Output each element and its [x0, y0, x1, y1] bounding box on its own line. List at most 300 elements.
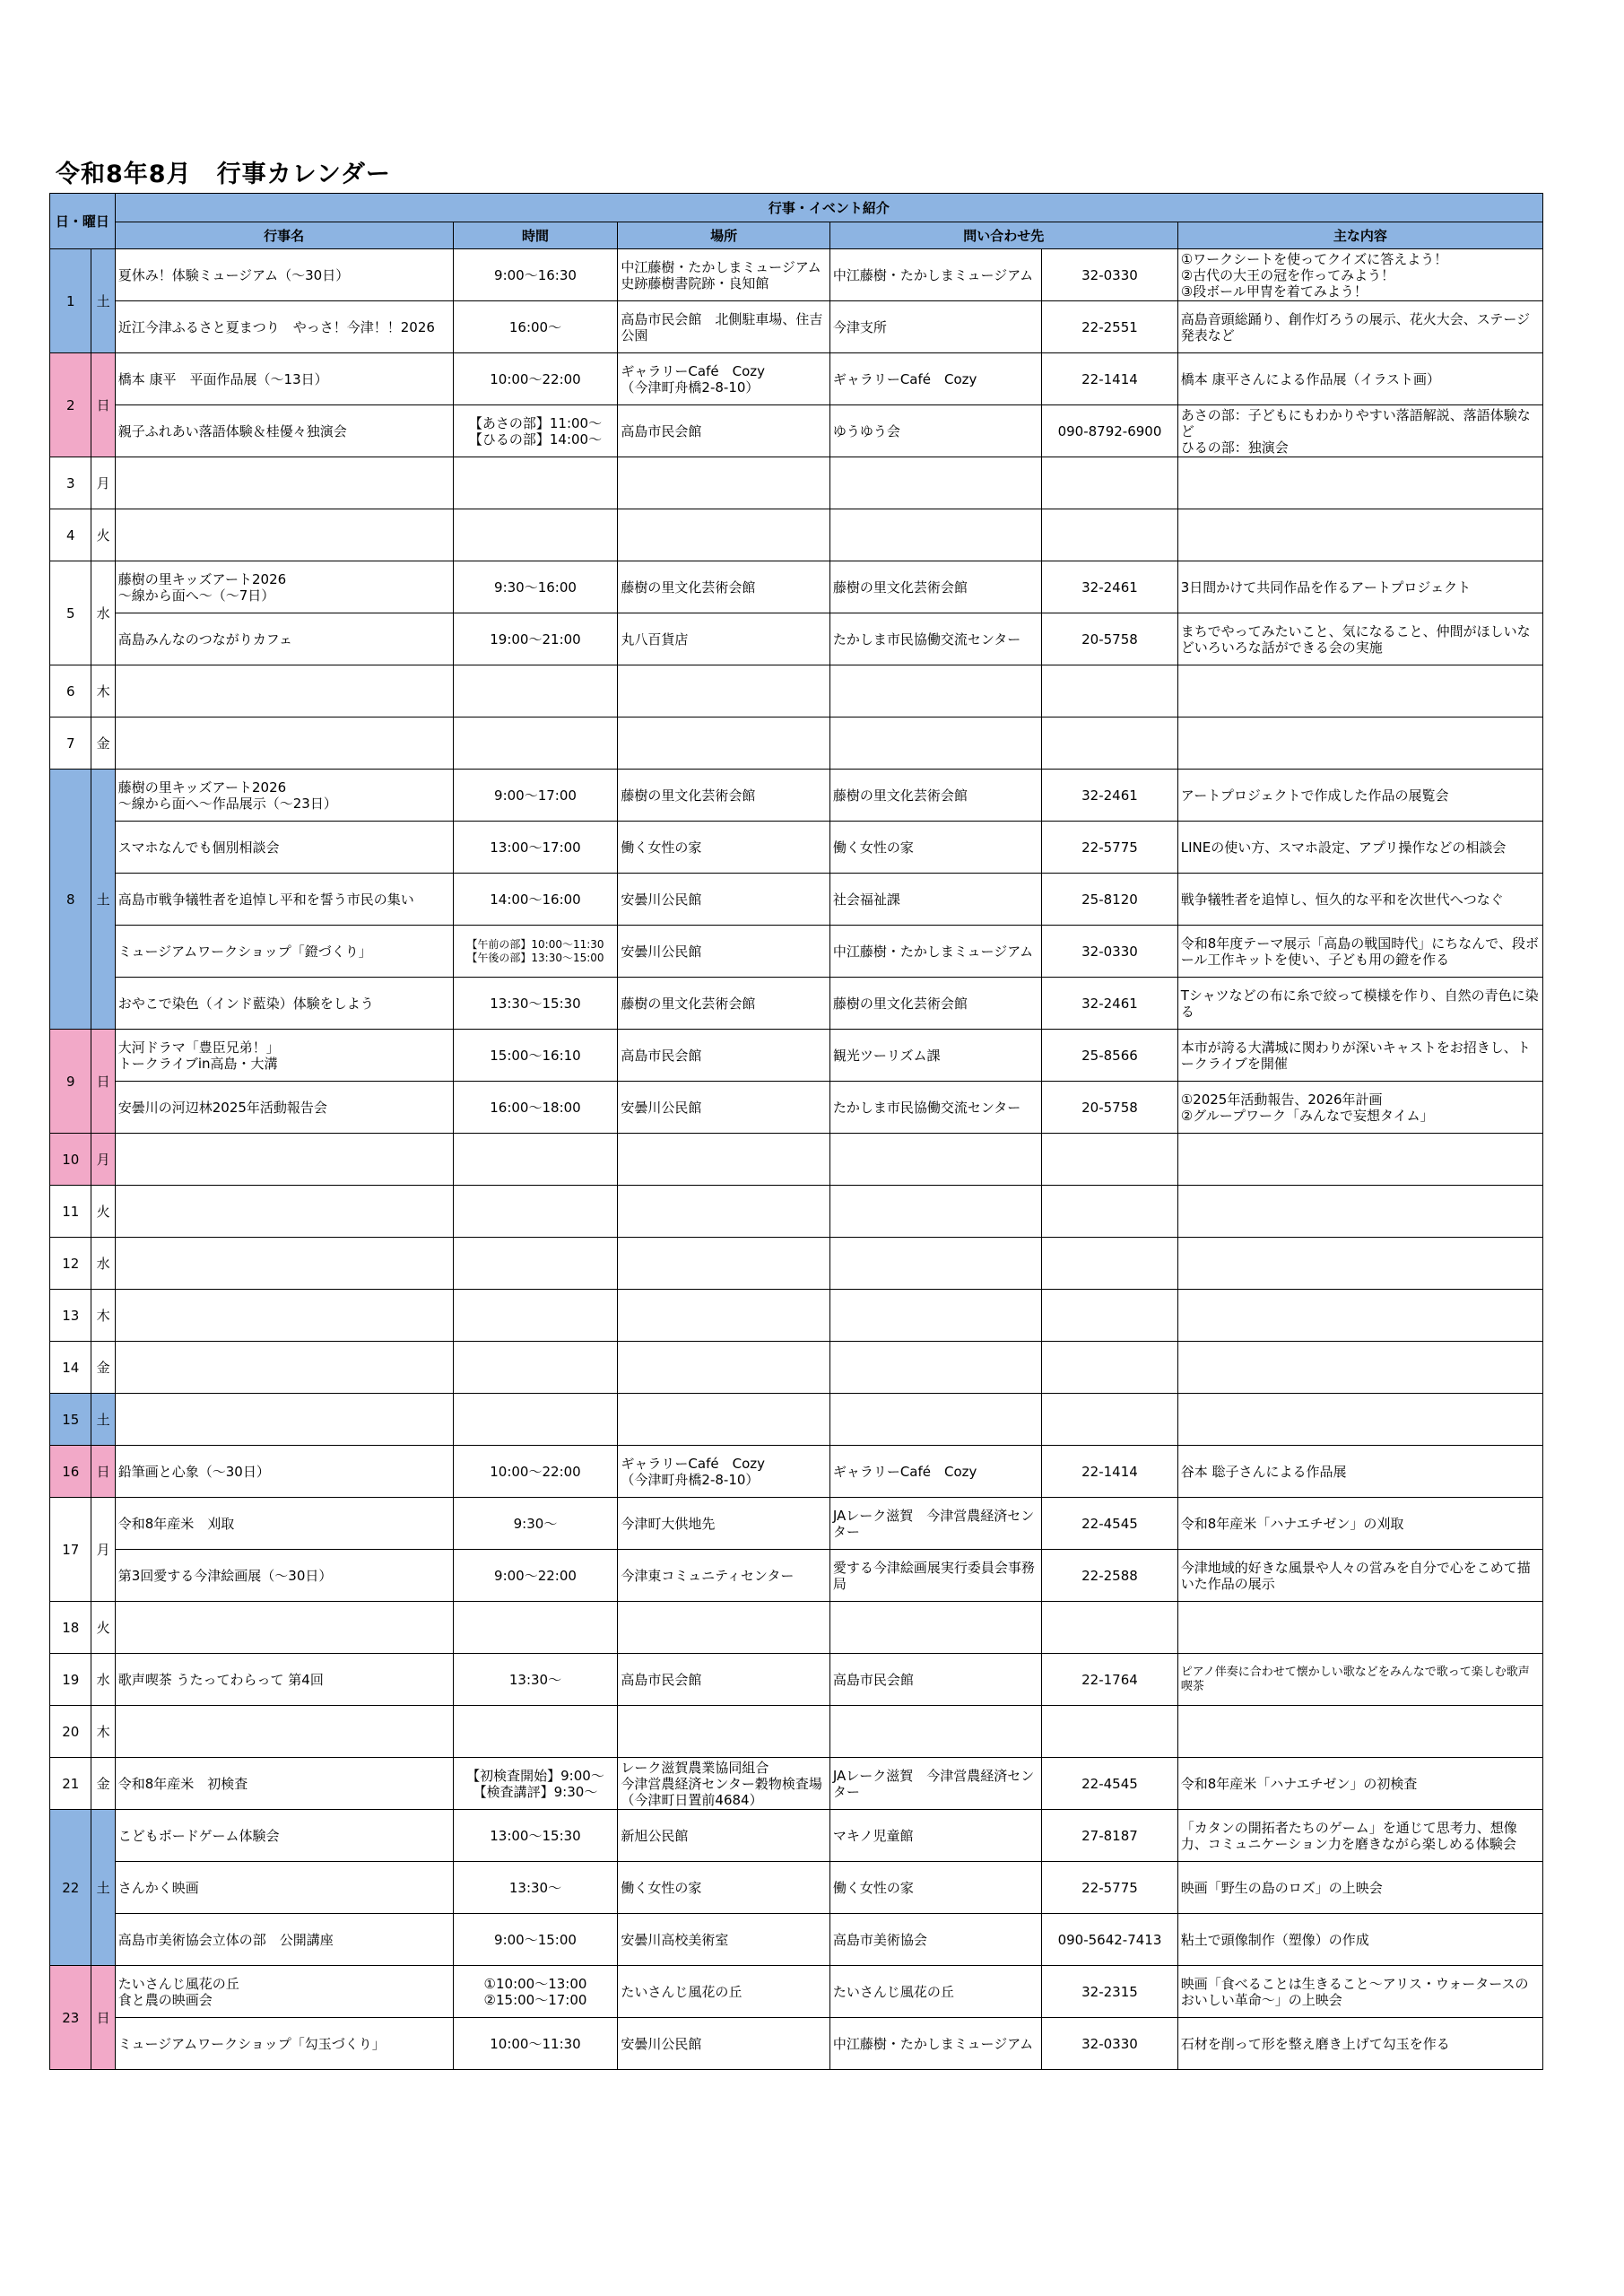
event-time: 【初検査開始】9:00～ 【検査講評】9:30～ — [453, 1758, 618, 1810]
event-desc: アートプロジェクトで作成した作品の展覧会 — [1177, 770, 1542, 822]
event-name — [115, 1602, 453, 1654]
event-time — [453, 1238, 618, 1290]
event-desc — [1177, 509, 1542, 561]
event-phone: 22-2551 — [1042, 301, 1178, 353]
day-number: 17 — [50, 1498, 91, 1602]
event-desc: 本市が誇る大溝城に関わりが深いキャストをお招きし、トークライブを開催 — [1177, 1030, 1542, 1082]
event-place: 働く女性の家 — [618, 1862, 829, 1914]
event-phone: 22-5775 — [1042, 1862, 1178, 1914]
event-name: ミュージアムワークショップ「勾玉づくり」 — [115, 2018, 453, 2070]
event-place: 新旭公民館 — [618, 1810, 829, 1862]
event-contact: たいさんじ風花の丘 — [829, 1966, 1041, 2018]
table-row — [50, 301, 1543, 353]
event-desc — [1177, 1706, 1542, 1758]
table-row — [50, 1966, 1543, 2018]
event-phone: 25-8120 — [1042, 874, 1178, 926]
event-phone: 25-8566 — [1042, 1030, 1178, 1082]
event-time: ①10:00～13:00 ②15:00～17:00 — [453, 1966, 618, 2018]
table-row — [50, 1654, 1543, 1706]
table-row — [50, 1914, 1543, 1966]
event-desc: 今津地域的好きな風景や人々の営みを自分で心をこめて描いた作品の展示 — [1177, 1550, 1542, 1602]
header-time: 時間 — [453, 222, 618, 249]
event-desc — [1177, 1238, 1542, 1290]
event-place: 高島市民会館 — [618, 1030, 829, 1082]
event-time — [453, 1134, 618, 1186]
event-time — [453, 1186, 618, 1238]
event-phone: 22-1414 — [1042, 1446, 1178, 1498]
event-place: 安曇川公民館 — [618, 874, 829, 926]
event-desc — [1177, 1134, 1542, 1186]
event-desc: 映画「食べることは生きること～アリス・ウォータースのおいしい革命～」の上映会 — [1177, 1966, 1542, 2018]
header-contact: 問い合わせ先 — [829, 222, 1177, 249]
event-contact: ゆうゆう会 — [829, 405, 1041, 457]
event-desc: 令和8年産米「ハナエチゼン」の刈取 — [1177, 1498, 1542, 1550]
event-time: 13:30～ — [453, 1654, 618, 1706]
event-phone: 32-2461 — [1042, 770, 1178, 822]
event-phone: 090-5642-7413 — [1042, 1914, 1178, 1966]
event-phone — [1042, 1706, 1178, 1758]
day-number: 8 — [50, 770, 91, 1030]
event-name: 高島市美術協会立体の部 公開講座 — [115, 1914, 453, 1966]
table-row — [50, 665, 1543, 718]
event-desc: Tシャツなどの布に糸で絞って模様を作り、自然の青色に染る — [1177, 978, 1542, 1030]
event-contact — [829, 1186, 1041, 1238]
event-name: 第3回愛する今津絵画展（～30日） — [115, 1550, 453, 1602]
day-of-week: 土 — [91, 1394, 115, 1446]
day-number: 12 — [50, 1238, 91, 1290]
event-contact — [829, 1706, 1041, 1758]
event-time: 10:00～11:30 — [453, 2018, 618, 2070]
day-of-week: 金 — [91, 718, 115, 770]
header-group: 行事・イベント紹介 — [115, 194, 1542, 222]
day-number: 20 — [50, 1706, 91, 1758]
event-desc: 「カタンの開拓者たちのゲーム」を通じて思考力、想像力、コミュニケーション力を磨きながら楽しめる体験会 — [1177, 1810, 1542, 1862]
event-name — [115, 1342, 453, 1394]
event-time: 13:00～15:30 — [453, 1810, 618, 1862]
event-name: 親子ふれあい落語体験＆桂優々独演会 — [115, 405, 453, 457]
event-contact: たかしま市民協働交流センター — [829, 613, 1041, 665]
day-of-week: 金 — [91, 1342, 115, 1394]
event-place: 高島市民会館 北側駐車場、住吉公園 — [618, 301, 829, 353]
event-desc: 橋本 康平さんによる作品展（イラスト画） — [1177, 353, 1542, 405]
event-phone: 22-1764 — [1042, 1654, 1178, 1706]
table-row — [50, 1394, 1543, 1446]
event-name: 橋本 康平 平面作品展（～13日） — [115, 353, 453, 405]
event-place: たいさんじ風花の丘 — [618, 1966, 829, 2018]
event-contact — [829, 1238, 1041, 1290]
event-time: 【午前の部】10:00～11:30 【午後の部】13:30～15:00 — [453, 926, 618, 978]
event-time: 9:00～22:00 — [453, 1550, 618, 1602]
table-row — [50, 1342, 1543, 1394]
event-time — [453, 509, 618, 561]
table-row — [50, 770, 1543, 822]
event-name: 高島みんなのつながりカフェ — [115, 613, 453, 665]
event-contact: 今津支所 — [829, 301, 1041, 353]
event-place: 中江藤樹・たかしまミュージアム 史跡藤樹書院跡・良知館 — [618, 249, 829, 301]
event-place — [618, 1186, 829, 1238]
event-contact: JAレーク滋賀 今津営農経済センター — [829, 1758, 1041, 1810]
event-desc: 3日間かけて共同作品を作るアートプロジェクト — [1177, 561, 1542, 613]
header-desc: 主な内容 — [1177, 222, 1542, 249]
event-time: 15:00～16:10 — [453, 1030, 618, 1082]
event-name — [115, 509, 453, 561]
event-time: 10:00～22:00 — [453, 353, 618, 405]
event-phone: 090-8792-6900 — [1042, 405, 1178, 457]
event-phone: 22-4545 — [1042, 1498, 1178, 1550]
event-time: 16:00～ — [453, 301, 618, 353]
table-row — [50, 718, 1543, 770]
day-of-week: 土 — [91, 1810, 115, 1966]
table-row — [50, 1134, 1543, 1186]
event-time — [453, 1394, 618, 1446]
event-time — [453, 1342, 618, 1394]
event-place: ギャラリーCafé Cozy （今津町舟橋2-8-10） — [618, 353, 829, 405]
event-place: 高島市民会館 — [618, 405, 829, 457]
day-of-week: 水 — [91, 561, 115, 665]
event-contact: 藤樹の里文化芸術会館 — [829, 978, 1041, 1030]
table-row — [50, 457, 1543, 509]
event-calendar-table — [49, 193, 1543, 2070]
event-phone: 32-0330 — [1042, 249, 1178, 301]
event-contact — [829, 1290, 1041, 1342]
event-name: スマホなんでも個別相談会 — [115, 822, 453, 874]
event-place: 安曇川高校美術室 — [618, 1914, 829, 1966]
event-phone: 20-5758 — [1042, 1082, 1178, 1134]
event-phone: 22-1414 — [1042, 353, 1178, 405]
day-number: 16 — [50, 1446, 91, 1498]
day-of-week: 水 — [91, 1238, 115, 1290]
event-phone — [1042, 1290, 1178, 1342]
event-contact: 藤樹の里文化芸術会館 — [829, 770, 1041, 822]
day-of-week: 金 — [91, 1758, 115, 1810]
day-number: 4 — [50, 509, 91, 561]
day-of-week: 日 — [91, 1030, 115, 1134]
event-desc — [1177, 665, 1542, 718]
event-phone: 32-2461 — [1042, 978, 1178, 1030]
table-row — [50, 874, 1543, 926]
event-place: レーク滋賀農業協同組合 今津営農経済センター穀物検査場（今津町日置前4684） — [618, 1758, 829, 1810]
event-name: 高島市戦争犠牲者を追悼し平和を誓う市民の集い — [115, 874, 453, 926]
table-row — [50, 1862, 1543, 1914]
table-row — [50, 613, 1543, 665]
table-row — [50, 1082, 1543, 1134]
day-of-week: 日 — [91, 353, 115, 457]
day-of-week: 水 — [91, 1654, 115, 1706]
event-time: 9:30～16:00 — [453, 561, 618, 613]
event-phone: 32-2461 — [1042, 561, 1178, 613]
event-contact — [829, 1394, 1041, 1446]
event-phone: 22-4545 — [1042, 1758, 1178, 1810]
event-contact: 愛する今津絵画展実行委員会事務局 — [829, 1550, 1041, 1602]
event-phone — [1042, 1342, 1178, 1394]
event-contact: マキノ児童館 — [829, 1810, 1041, 1862]
event-name: 安曇川の河辺林2025年活動報告会 — [115, 1082, 453, 1134]
event-phone: 22-5775 — [1042, 822, 1178, 874]
day-number: 10 — [50, 1134, 91, 1186]
event-time — [453, 457, 618, 509]
event-time: 9:00～17:00 — [453, 770, 618, 822]
event-desc — [1177, 1602, 1542, 1654]
event-time: 19:00～21:00 — [453, 613, 618, 665]
event-desc: 映画「野生の島のロズ」の上映会 — [1177, 1862, 1542, 1914]
day-of-week: 火 — [91, 1186, 115, 1238]
event-name — [115, 1134, 453, 1186]
event-time: 16:00～18:00 — [453, 1082, 618, 1134]
header-place: 場所 — [618, 222, 829, 249]
event-time: 13:30～ — [453, 1862, 618, 1914]
day-number: 11 — [50, 1186, 91, 1238]
event-place — [618, 1342, 829, 1394]
day-number: 1 — [50, 249, 91, 353]
event-desc: 粘土で頭像制作（塑像）の作成 — [1177, 1914, 1542, 1966]
event-desc: 石材を削って形を整え磨き上げて勾玉を作る — [1177, 2018, 1542, 2070]
table-row — [50, 1550, 1543, 1602]
header-name: 行事名 — [115, 222, 453, 249]
event-desc — [1177, 1342, 1542, 1394]
event-place — [618, 1602, 829, 1654]
event-name — [115, 718, 453, 770]
table-row — [50, 249, 1543, 301]
day-of-week: 日 — [91, 1446, 115, 1498]
table-row — [50, 405, 1543, 457]
event-phone — [1042, 1134, 1178, 1186]
day-number: 5 — [50, 561, 91, 665]
event-time — [453, 1602, 618, 1654]
event-place: ギャラリーCafé Cozy （今津町舟橋2-8-10） — [618, 1446, 829, 1498]
event-name: 近江今津ふるさと夏まつり やっさ！今津！！2026 — [115, 301, 453, 353]
event-contact: JAレーク滋賀 今津営農経済センター — [829, 1498, 1041, 1550]
event-contact — [829, 718, 1041, 770]
event-place — [618, 457, 829, 509]
event-phone — [1042, 718, 1178, 770]
event-time: 【あさの部】11:00～ 【ひるの部】14:00～ — [453, 405, 618, 457]
event-phone — [1042, 509, 1178, 561]
event-place: 藤樹の里文化芸術会館 — [618, 978, 829, 1030]
event-time: 14:00～16:00 — [453, 874, 618, 926]
day-of-week: 日 — [91, 1966, 115, 2070]
table-row — [50, 1810, 1543, 1862]
event-contact: 働く女性の家 — [829, 822, 1041, 874]
event-desc: ピアノ伴奏に合わせて懐かしい歌などをみんなで歌って楽しむ歌声喫茶 — [1177, 1654, 1542, 1706]
event-contact: 中江藤樹・たかしまミュージアム — [829, 926, 1041, 978]
event-time: 13:00～17:00 — [453, 822, 618, 874]
event-phone: 32-0330 — [1042, 926, 1178, 978]
table-row — [50, 1706, 1543, 1758]
event-place: 安曇川公民館 — [618, 2018, 829, 2070]
event-time: 9:00～16:30 — [453, 249, 618, 301]
event-place: 丸八百貨店 — [618, 613, 829, 665]
table-row — [50, 1030, 1543, 1082]
event-phone — [1042, 665, 1178, 718]
event-time: 9:30～ — [453, 1498, 618, 1550]
event-name — [115, 1394, 453, 1446]
table-row — [50, 353, 1543, 405]
event-name: 藤樹の里キッズアート2026 ～線から面へ～（～7日） — [115, 561, 453, 613]
day-number: 6 — [50, 665, 91, 718]
table-row — [50, 1290, 1543, 1342]
event-name: 歌声喫茶 うたってわらって 第4回 — [115, 1654, 453, 1706]
event-name — [115, 1290, 453, 1342]
event-place: 今津町大供地先 — [618, 1498, 829, 1550]
event-desc: LINEの使い方、スマホ設定、アプリ操作などの相談会 — [1177, 822, 1542, 874]
event-phone: 20-5758 — [1042, 613, 1178, 665]
event-place: 安曇川公民館 — [618, 926, 829, 978]
event-contact: ギャラリーCafé Cozy — [829, 1446, 1041, 1498]
day-number: 13 — [50, 1290, 91, 1342]
event-name: ミュージアムワークショップ「鐙づくり」 — [115, 926, 453, 978]
event-name — [115, 665, 453, 718]
day-number: 19 — [50, 1654, 91, 1706]
event-desc: 令和8年産米「ハナエチゼン」の初検査 — [1177, 1758, 1542, 1810]
event-time: 9:00～15:00 — [453, 1914, 618, 1966]
day-of-week: 月 — [91, 457, 115, 509]
calendar-body — [50, 249, 1543, 2070]
event-contact — [829, 1134, 1041, 1186]
event-desc — [1177, 457, 1542, 509]
event-place: 高島市民会館 — [618, 1654, 829, 1706]
event-contact — [829, 457, 1041, 509]
event-desc: 令和8年度テーマ展示「高島の戦国時代」にちなんで、段ボール工作キットを使い、子ども用の鐙を作る — [1177, 926, 1542, 978]
event-place — [618, 1238, 829, 1290]
event-phone — [1042, 457, 1178, 509]
event-time — [453, 1706, 618, 1758]
event-contact: 社会福祉課 — [829, 874, 1041, 926]
day-of-week: 木 — [91, 665, 115, 718]
event-contact: 働く女性の家 — [829, 1862, 1041, 1914]
page-title: 令和8年8月 行事カレンダー — [56, 161, 391, 188]
event-place: 安曇川公民館 — [618, 1082, 829, 1134]
event-time: 10:00～22:00 — [453, 1446, 618, 1498]
event-place — [618, 1394, 829, 1446]
day-number: 2 — [50, 353, 91, 457]
event-phone: 32-0330 — [1042, 2018, 1178, 2070]
event-time: 13:30～15:30 — [453, 978, 618, 1030]
event-name — [115, 457, 453, 509]
event-contact: 高島市美術協会 — [829, 1914, 1041, 1966]
event-desc: 戦争犠牲者を追悼し、恒久的な平和を次世代へつなぐ — [1177, 874, 1542, 926]
event-phone: 22-2588 — [1042, 1550, 1178, 1602]
event-contact: 藤樹の里文化芸術会館 — [829, 561, 1041, 613]
event-phone — [1042, 1238, 1178, 1290]
table-row — [50, 561, 1543, 613]
event-name — [115, 1186, 453, 1238]
day-number: 9 — [50, 1030, 91, 1134]
table-row — [50, 1186, 1543, 1238]
event-name: 大河ドラマ「豊臣兄弟！」 トークライブin高島・大溝 — [115, 1030, 453, 1082]
day-number: 14 — [50, 1342, 91, 1394]
day-number: 22 — [50, 1810, 91, 1966]
day-number: 7 — [50, 718, 91, 770]
day-number: 18 — [50, 1602, 91, 1654]
event-desc: 高島音頭総踊り、創作灯ろうの展示、花火大会、ステージ 発表など — [1177, 301, 1542, 353]
event-name: 鉛筆画と心象（～30日） — [115, 1446, 453, 1498]
table-row — [50, 1446, 1543, 1498]
event-place — [618, 509, 829, 561]
day-number: 23 — [50, 1966, 91, 2070]
event-name: さんかく映画 — [115, 1862, 453, 1914]
event-time — [453, 1290, 618, 1342]
event-name: 令和8年産米 初検査 — [115, 1758, 453, 1810]
day-of-week: 木 — [91, 1290, 115, 1342]
table-row — [50, 926, 1543, 978]
event-contact: たかしま市民協働交流センター — [829, 1082, 1041, 1134]
event-phone — [1042, 1602, 1178, 1654]
event-name: こどもボードゲーム体験会 — [115, 1810, 453, 1862]
event-contact: ギャラリーCafé Cozy — [829, 353, 1041, 405]
day-of-week: 火 — [91, 1602, 115, 1654]
event-phone — [1042, 1186, 1178, 1238]
day-number: 3 — [50, 457, 91, 509]
day-number: 15 — [50, 1394, 91, 1446]
event-name: おやこで染色（インド藍染）体験をしよう — [115, 978, 453, 1030]
event-desc: ①ワークシートを使ってクイズに答えよう！ ②古代の大王の冠を作ってみよう！ ③段ボール甲冑を着てみよう！ — [1177, 249, 1542, 301]
event-name: たいさんじ風花の丘 食と農の映画会 — [115, 1966, 453, 2018]
table-row — [50, 2018, 1543, 2070]
event-phone: 27-8187 — [1042, 1810, 1178, 1862]
event-place: 藤樹の里文化芸術会館 — [618, 561, 829, 613]
day-number: 21 — [50, 1758, 91, 1810]
header-date: 日・曜日 — [50, 194, 116, 249]
event-name: 藤樹の里キッズアート2026 ～線から面へ～作品展示（～23日） — [115, 770, 453, 822]
table-row — [50, 822, 1543, 874]
day-of-week: 月 — [91, 1498, 115, 1602]
event-place: 今津東コミュニティセンター — [618, 1550, 829, 1602]
event-phone: 32-2315 — [1042, 1966, 1178, 2018]
event-contact: 高島市民会館 — [829, 1654, 1041, 1706]
event-name — [115, 1706, 453, 1758]
table-row — [50, 1602, 1543, 1654]
table-row — [50, 1758, 1543, 1810]
event-contact: 中江藤樹・たかしまミュージアム — [829, 2018, 1041, 2070]
day-of-week: 火 — [91, 509, 115, 561]
day-of-week: 月 — [91, 1134, 115, 1186]
event-place — [618, 1290, 829, 1342]
table-row — [50, 978, 1543, 1030]
event-desc: ①2025年活動報告、2026年計画 ②グループワーク「みんなで妄想タイム」 — [1177, 1082, 1542, 1134]
event-place — [618, 718, 829, 770]
event-desc — [1177, 1186, 1542, 1238]
event-name — [115, 1238, 453, 1290]
event-time — [453, 665, 618, 718]
event-place: 働く女性の家 — [618, 822, 829, 874]
event-name: 夏休み！体験ミュージアム（～30日） — [115, 249, 453, 301]
event-contact — [829, 1342, 1041, 1394]
event-place: 藤樹の里文化芸術会館 — [618, 770, 829, 822]
event-desc — [1177, 718, 1542, 770]
event-name: 令和8年産米 刈取 — [115, 1498, 453, 1550]
event-desc — [1177, 1290, 1542, 1342]
event-contact: 観光ツーリズム課 — [829, 1030, 1041, 1082]
event-contact — [829, 1602, 1041, 1654]
day-of-week: 土 — [91, 770, 115, 1030]
event-desc: 谷本 聡子さんによる作品展 — [1177, 1446, 1542, 1498]
event-time — [453, 718, 618, 770]
event-contact — [829, 509, 1041, 561]
table-row — [50, 1498, 1543, 1550]
table-row — [50, 1238, 1543, 1290]
event-desc — [1177, 1394, 1542, 1446]
event-place — [618, 1134, 829, 1186]
event-place — [618, 665, 829, 718]
event-desc: あさの部：子どもにもわかりやすい落語解説、落語体験など ひるの部：独演会 — [1177, 405, 1542, 457]
table-row — [50, 509, 1543, 561]
day-of-week: 土 — [91, 249, 115, 353]
event-place — [618, 1706, 829, 1758]
event-phone — [1042, 1394, 1178, 1446]
event-desc: まちでやってみたいこと、気になること、仲間がほしいなどいろいろな話ができる会の実施 — [1177, 613, 1542, 665]
event-contact: 中江藤樹・たかしまミュージアム — [829, 249, 1041, 301]
event-contact — [829, 665, 1041, 718]
